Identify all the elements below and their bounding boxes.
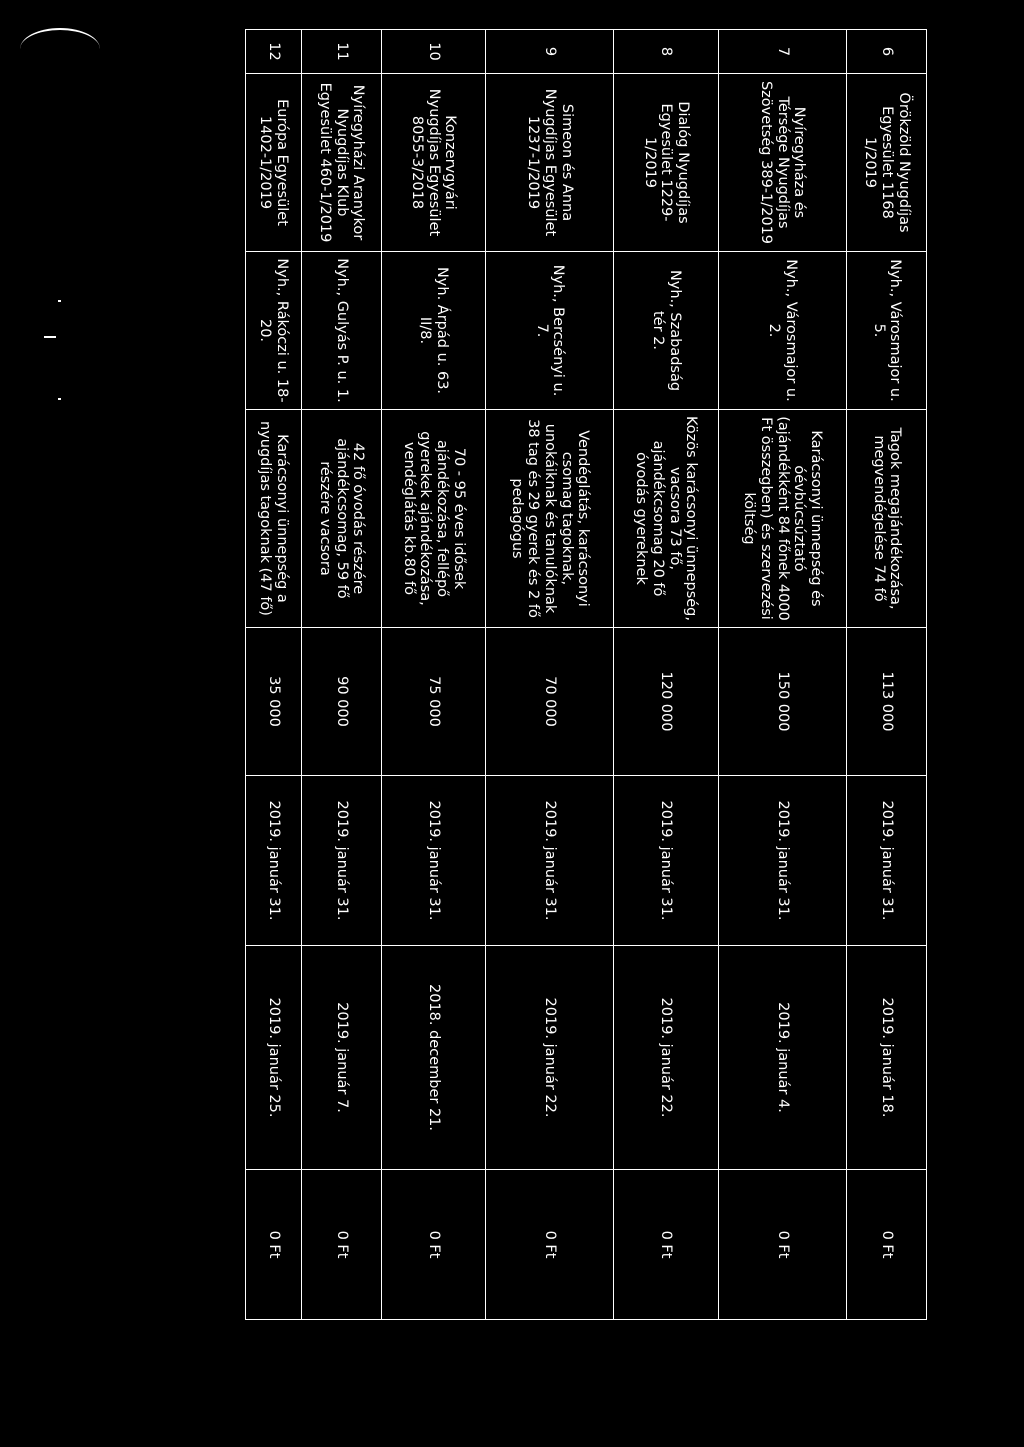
settlement-deadline: 2019. január 31. bbox=[485, 776, 613, 946]
settlement-deadline: 2019. január 31. bbox=[246, 776, 302, 946]
organization-name: Dialóg Nyugdíjas Egyesület 1229-1/2019 bbox=[614, 74, 718, 252]
address: Nyh., Bercsényi u. 7. bbox=[485, 252, 613, 410]
grant-amount: 150 000 bbox=[718, 628, 846, 776]
remaining-amount: 0 Ft bbox=[847, 1170, 927, 1320]
scan-artifact-dot bbox=[58, 300, 61, 302]
organization-name: Konzervgyári Nyugdíjas Egyesület 8055-3/2018 bbox=[381, 74, 485, 252]
grant-table bbox=[245, 29, 927, 1320]
organization-name: Európa Egyesület 1402-1/2019 bbox=[246, 74, 302, 252]
settlement-deadline: 2019. január 31. bbox=[381, 776, 485, 946]
support-purpose: Karácsonyi ünnepség a nyugdíjas tagoknak (47 fő) bbox=[246, 410, 302, 628]
scan-artifact-curve bbox=[20, 28, 100, 70]
grant-amount: 70 000 bbox=[485, 628, 613, 776]
organization-name: Simeon és Anna Nyugdíjas Egyesület 1237-1/2019 bbox=[485, 74, 613, 252]
organization-name: Örökzöld Nyugdíjas Egyesület 1168 1/2019 bbox=[847, 74, 927, 252]
row-number: 11 bbox=[301, 30, 381, 74]
table-row bbox=[381, 30, 485, 1320]
scan-artifact-dot bbox=[58, 398, 61, 400]
remaining-amount: 0 Ft bbox=[485, 1170, 613, 1320]
address: Nyh., Városmajor u. 5. bbox=[847, 252, 927, 410]
row-number: 7 bbox=[718, 30, 846, 74]
table-row bbox=[847, 30, 927, 1320]
rotated-document-page bbox=[245, 29, 927, 1319]
scan-artifact-dot bbox=[44, 336, 56, 338]
support-purpose: Közös karácsonyi ünnepség, vacsora 73 fő, ajándékcsomag 20 fő óvodás gyereknek bbox=[614, 410, 718, 628]
table-row bbox=[246, 30, 302, 1320]
grant-amount: 90 000 bbox=[301, 628, 381, 776]
grant-amount: 113 000 bbox=[847, 628, 927, 776]
remaining-amount: 0 Ft bbox=[718, 1170, 846, 1320]
settlement-deadline: 2019. január 31. bbox=[718, 776, 846, 946]
grant-amount: 35 000 bbox=[246, 628, 302, 776]
address: Nyh., Szabadság tér 2. bbox=[614, 252, 718, 410]
event-date: 2019. január 25. bbox=[246, 946, 302, 1170]
settlement-deadline: 2019. január 31. bbox=[614, 776, 718, 946]
row-number: 6 bbox=[847, 30, 927, 74]
event-date: 2019. január 22. bbox=[485, 946, 613, 1170]
event-date: 2019. január 22. bbox=[614, 946, 718, 1170]
remaining-amount: 0 Ft bbox=[381, 1170, 485, 1320]
support-purpose: Vendéglátás, karácsonyi csomag tagoknak, unokáiknak és tanulóknak 38 tag és 29 gyerek és 2 fő pedagógus bbox=[485, 410, 613, 628]
row-number: 10 bbox=[381, 30, 485, 74]
address: Nyh. Árpád u. 63. II/8. bbox=[381, 252, 485, 410]
support-purpose: 42 fő óvodás részére ajándékcsomag, 59 fő részére vacsora bbox=[301, 410, 381, 628]
table-row bbox=[614, 30, 718, 1320]
remaining-amount: 0 Ft bbox=[246, 1170, 302, 1320]
remaining-amount: 0 Ft bbox=[301, 1170, 381, 1320]
address: Nyh., Rákóczi u. 18-20. bbox=[246, 252, 302, 410]
event-date: 2018. december 21. bbox=[381, 946, 485, 1170]
row-number: 8 bbox=[614, 30, 718, 74]
grant-amount: 120 000 bbox=[614, 628, 718, 776]
grant-amount: 75 000 bbox=[381, 628, 485, 776]
event-date: 2019. január 4. bbox=[718, 946, 846, 1170]
remaining-amount: 0 Ft bbox=[614, 1170, 718, 1320]
event-date: 2019. január 18. bbox=[847, 946, 927, 1170]
event-date: 2019. január 7. bbox=[301, 946, 381, 1170]
settlement-deadline: 2019. január 31. bbox=[301, 776, 381, 946]
address: Nyh., Gulyás P. u. 1. bbox=[301, 252, 381, 410]
support-purpose: Karácsonyi ünnepség és óévbúcsúztató (ajándékként 84 főnek 4000 Ft összegben) és szervezési költség bbox=[718, 410, 846, 628]
organization-name: Nyíregyháza és Térsége Nyugdíjas Szövetség 389-1/2019 bbox=[718, 74, 846, 252]
support-purpose: 70 - 95 éves idősek ajándékozása, fellépő gyerekek ajándékozása, vendéglátás kb.80 fő bbox=[381, 410, 485, 628]
row-number: 9 bbox=[485, 30, 613, 74]
table-row bbox=[718, 30, 846, 1320]
row-number: 12 bbox=[246, 30, 302, 74]
table-row bbox=[301, 30, 381, 1320]
support-purpose: Tagok megajándékozása, megvendégelése 74 fő bbox=[847, 410, 927, 628]
settlement-deadline: 2019. január 31. bbox=[847, 776, 927, 946]
address: Nyh., Városmajor u. 2. bbox=[718, 252, 846, 410]
organization-name: Nyíregyházi Aranykor Nyugdíjas Klub Egyesület 460-1/2019 bbox=[301, 74, 381, 252]
table-row bbox=[485, 30, 613, 1320]
